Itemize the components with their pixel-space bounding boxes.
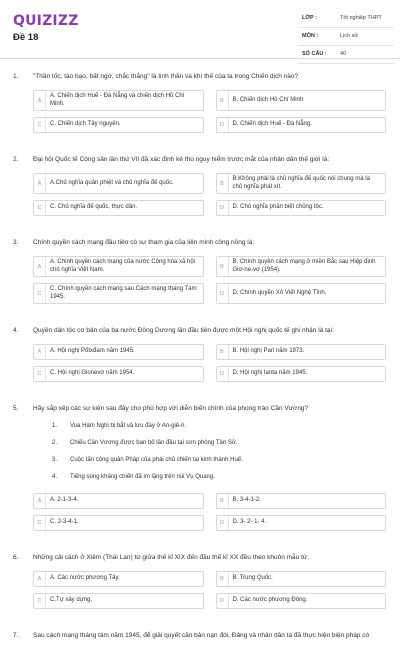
option-letter: C [34,516,46,530]
answer-option-a[interactable] [33,90,204,111]
answer-option-c[interactable] [33,593,204,609]
option-letter: D [217,284,229,303]
worksheet-header [0,0,400,59]
question-3 [0,238,400,304]
meta-row-class [298,12,394,28]
meta-key: LỚP : [302,15,317,21]
answer-options [0,256,400,304]
option-text: A. Các nước phương Tây. [50,575,120,582]
answer-options [0,173,400,216]
option-text: D. Chính quyền Xô Viết Nghệ Tĩnh. [232,289,327,296]
option-text: A. Hội nghị Pốtxđam năm 1945. [50,348,135,355]
question-header [0,553,400,562]
question-number: 7. [13,632,19,639]
option-letter: D [217,516,229,530]
answer-option-b[interactable] [216,256,387,277]
option-letter: B [217,174,229,193]
question-header [0,155,400,164]
option-text: C.Tự xây dựng. [50,597,93,604]
option-text: D. Hội nghị Ianta năm 1945. [232,370,308,377]
exam-meta-table [298,12,394,66]
question-header [0,404,400,413]
question-text: Những cải cách ở Xiêm (Thái Lan) từ giữa thế kỉ XIX đến đầu thế kỉ XX đều theo khuôn mẫu từ: [33,554,310,561]
event-number: 3. [52,457,58,463]
question-number: 5. [13,405,19,412]
answer-option-d[interactable] [216,366,387,382]
answer-options [0,571,400,609]
option-text: A. Chính quyền cách mạng của nước Cộng hòa xã hội chủ nghĩa Việt Nam. [50,259,196,273]
option-text: B. 3-4-1-2. [232,497,261,504]
option-text: C. Hội nghị Gionevơ năm 1954. [50,370,135,377]
answer-option-d[interactable] [216,515,387,531]
answer-option-a[interactable] [33,256,204,277]
quizizz-logo: QUIZIZZ [13,13,79,29]
meta-row-question-count [298,48,394,64]
option-text: B.Không phải là chủ nghĩa đế quốc nói chung mà là chủ nghĩa phát xít. [232,176,370,190]
event-number: 2. [52,440,58,446]
question-4 [0,326,400,382]
answer-option-d[interactable] [216,200,387,216]
option-text: B. Trung Quốc. [232,575,273,582]
meta-value: Tốt nghiệp THPT [340,15,382,21]
option-text: A. 2-1-3-4. [50,497,79,504]
exam-title: Đề 18 [13,32,39,43]
question-text: Đại hội Quốc tế Cộng sản lần thứ VII đã xác định kẻ thù nguy hiểm trước mắt của nhân dân thế giới là: [33,156,330,163]
event-item [52,456,386,464]
answer-option-b[interactable] [216,571,387,587]
option-text: C. Chính quyền cách mạng sau Cách mạng tháng Tám 1945. [50,286,197,300]
option-letter: C [34,118,46,132]
answer-option-c[interactable] [33,200,204,216]
option-letter: B [217,257,229,276]
option-text: D. 3- 2- 1- 4. [232,519,267,526]
option-letter: C [34,284,46,303]
answer-options [0,90,400,133]
question-1 [0,72,400,133]
answer-option-b[interactable] [216,344,387,360]
option-letter: B [217,345,229,359]
option-text: C. Chiến dịch Tây nguyên. [50,121,121,128]
question-number: 2. [13,156,19,163]
event-list [0,422,400,481]
option-letter: A [34,572,46,586]
question-7 [0,631,400,640]
option-letter: C [34,201,46,215]
answer-options [0,344,400,382]
event-number: 4. [52,474,58,480]
question-list [0,72,400,660]
question-6 [0,553,400,609]
question-text: Quyền dân tộc cơ bản của ba nước Đông Dương lần đầu tiên được một Hội nghị quốc tế ghi nhận là tại: [33,327,334,334]
answer-option-d[interactable] [216,593,387,609]
option-letter: D [217,367,229,381]
event-item [52,439,386,447]
question-text: "Thần tốc, táo bạo, bất ngờ, chắc thắng" là tinh thần và khí thế của ta trong Chiến dịch nào? [33,73,299,80]
answer-option-a[interactable] [33,493,204,509]
option-text: B. Hội nghị Pari năm 1973. [232,348,305,355]
option-letter: B [217,494,229,508]
question-number: 4. [13,327,19,334]
option-letter: C [34,594,46,608]
event-text: Cuộc tấn công quân Pháp của phái chủ chiến tại kinh thành Huế. [70,457,243,463]
answer-option-a[interactable] [33,571,204,587]
option-text: A. Chiến dịch Huế - Đà Nẵng và chiến dịch Hồ Chí Minh. [50,93,185,107]
event-text: Tiếng súng kháng chiến đã im lặng trên núi Vụ Quang. [70,474,215,480]
option-letter: A [34,91,46,110]
meta-value: 40 [340,51,347,57]
answer-option-c[interactable] [33,117,204,133]
option-letter: C [34,367,46,381]
question-header [0,238,400,247]
meta-key: SỐ CÂU : [302,51,327,57]
answer-option-c[interactable] [33,283,204,304]
option-text: A.Chủ nghĩa quân phiệt và chủ nghĩa đế quốc. [50,179,174,186]
event-item [52,473,386,481]
option-letter: D [217,118,229,132]
question-text: Hãy sắp xếp các sự kiện sau đây cho phù hợp với diễn biến chính của phong trào Cần Vương? [33,405,309,412]
question-number: 3. [13,239,19,246]
option-letter: A [34,174,46,193]
meta-value: Lịch sử [340,33,359,39]
question-5 [0,404,400,531]
option-letter: A [34,345,46,359]
option-text: C. 2-3-4-1. [50,519,79,526]
answer-option-d[interactable] [216,117,387,133]
question-header [0,631,400,640]
question-header [0,326,400,335]
question-2 [0,155,400,216]
answer-option-a[interactable] [33,173,204,194]
question-number: 6. [13,554,19,561]
option-letter: B [217,91,229,110]
meta-row-subject [298,30,394,46]
option-text: D. Chiến dịch Huế - Đà Nẵng. [232,121,312,128]
question-header [0,72,400,81]
event-text: Chiếu Cần Vương được ban bố lần đầu tại sơn phòng Tân Sở. [70,440,238,446]
option-letter: B [217,572,229,586]
option-text: C. Chủ nghĩa đế quốc, thực dân. [50,204,138,211]
event-item [52,422,386,430]
question-text: Chính quyền cách mạng đầu tiên có sự tham gia của liên minh công nông là: [33,239,255,246]
event-text: Vua Hàm Nghi bị bắt và lưu đày ở An-giê-ri. [70,423,187,429]
option-text: B. Chiến dịch Hồ Chí Minh [232,96,304,103]
answer-option-c[interactable] [33,515,204,531]
answer-option-d[interactable] [216,283,387,304]
option-letter: D [217,201,229,215]
answer-option-b[interactable] [216,493,387,509]
option-text: D. Các nước phương Đông. [232,597,308,604]
answer-option-a[interactable] [33,344,204,360]
option-letter: A [34,494,46,508]
answer-option-b[interactable] [216,90,387,111]
meta-key: MÔN : [302,33,319,39]
question-number: 1. [13,73,19,80]
event-number: 1. [52,423,58,429]
question-text: Sau cách mạng tháng tám năm 1945, để giải quyết căn bản nạn đói, Đảng và nhân dân ta đã thực hiện biện pháp có [33,632,370,639]
option-letter: D [217,594,229,608]
answer-options [0,493,400,531]
option-text: B. Chính quyền cách mạng ở miền Bắc sau Hiệp định Giơ-ne-vơ (1954). [232,259,376,273]
option-letter: A [34,257,46,276]
option-text: D. Chủ nghĩa phân biệt chủng tộc. [232,204,324,211]
answer-option-b[interactable] [216,173,387,194]
answer-option-c[interactable] [33,366,204,382]
